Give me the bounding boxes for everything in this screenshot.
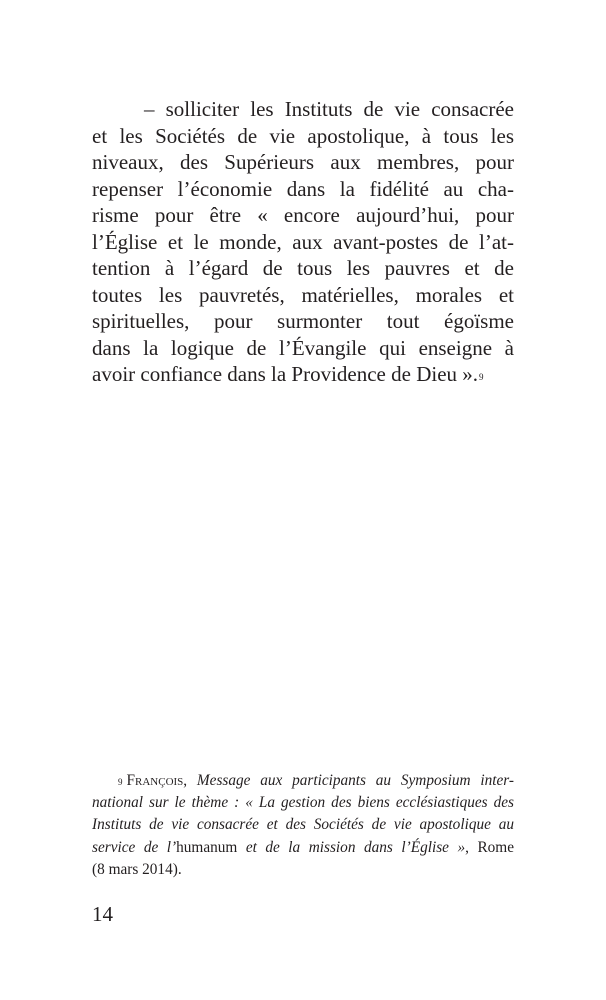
page-number: 14 [92,902,113,926]
text-line [92,123,514,150]
footnote-title-continued: service de l’ [92,838,177,856]
footnote-line [92,859,514,881]
text-line-content: spirituelles, pour surmonter tout égoïsme [92,309,514,333]
footnote-place: , Rome [465,838,514,856]
text-line-content: repenser l’économie dans la fidélité au cha- [92,176,514,201]
body-paragraph [92,96,514,388]
footnote-date: (8 mars 2014). [92,860,182,878]
text-line [92,255,514,282]
text-line-content: niveaux, des Supérieurs aux membres, pour [92,150,514,174]
footnote-line [92,770,514,792]
text-line [92,282,514,309]
text-line-content: toutes les pauvretés, matérielles, morales et [92,282,514,307]
footnote-title: Message aux participants au Symposium inter- [196,772,514,789]
footnote-author: François, [126,772,188,789]
text-line-content: – solliciter les Instituts de vie consacrée [144,97,514,121]
footnote-line [92,837,514,859]
footnote-line [92,814,514,836]
footnote-line [92,792,514,814]
footnote-reference[interactable]: 9 [479,372,484,382]
footnote-title-continued: Instituts de vie consacrée et des Sociétés de vie apostolique au [92,816,514,834]
text-line-content: dans la logique de l’Évangile qui enseigne à [92,335,514,360]
footnote-latin-term: humanum [176,838,238,856]
footnote-title-continued: national sur le thème : « La gestion des biens ecclésiastiques des [92,794,514,812]
text-line-content: avoir confiance dans la Providence de Dieu ». [92,362,479,386]
text-line [92,176,514,203]
text-line [92,308,514,335]
text-line [92,96,514,123]
footnote-marker: 9 [118,777,123,787]
footnote-title-continued: et de la mission dans l’Église » [237,838,466,856]
text-line-content: tention à l’égard de tous les pauvres et de [92,256,514,280]
text-line [92,202,514,229]
text-line [92,229,514,256]
footnote [92,770,514,881]
text-line [92,335,514,362]
text-line [92,361,514,388]
text-line-content: risme pour être « encore aujourd’hui, pour [92,203,514,227]
text-line-content: et les Sociétés de vie apostolique, à tous les [92,123,514,148]
text-line-content: l’Église et le monde, aux avant-postes de l’at- [92,229,514,254]
text-line [92,149,514,176]
